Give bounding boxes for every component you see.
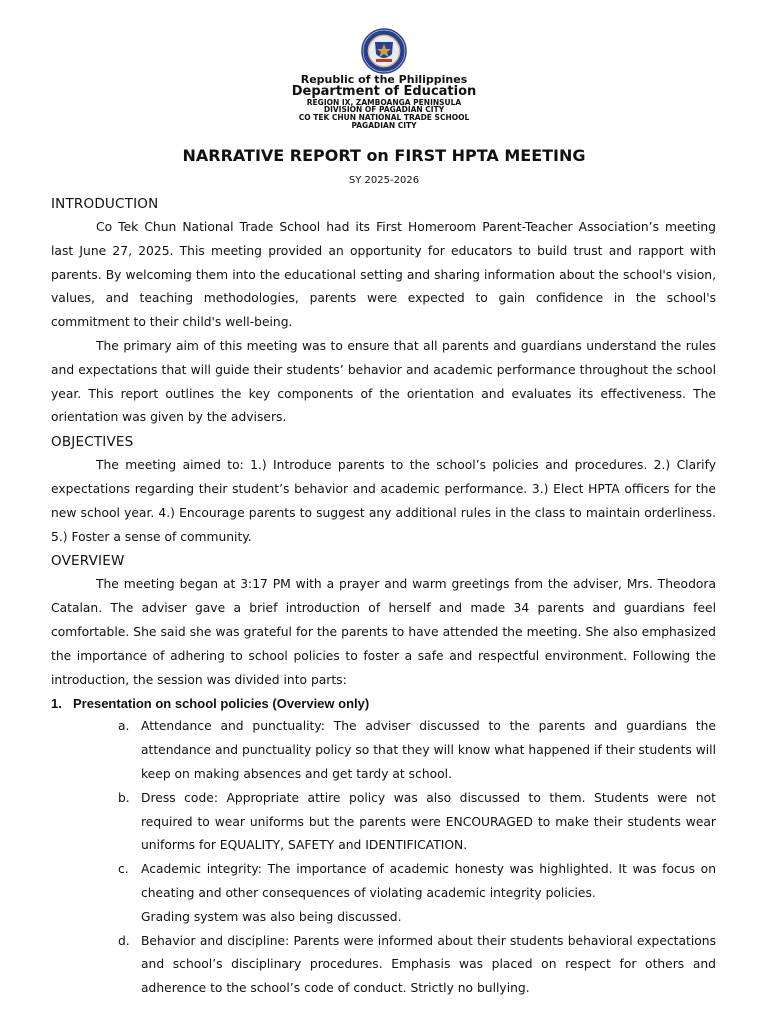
list-item-text: Behavior and discipline: Parents were informed about their students behavioral expectations and school’s disciplinary procedures. Emphasis was placed on respect for others and adherence to the school’s code of conduct. Strictly no bullying. bbox=[141, 933, 716, 996]
list-marker: a. bbox=[118, 719, 130, 734]
list-item bbox=[51, 787, 716, 858]
objectives-paragraph: The meeting aimed to: 1.) Introduce parents to the school’s policies and procedures. 2.) Clarify expectations regarding their student’s behavior and academic performance. 3.) Elect HPTA officers for the new school year. 4.) Encourage parents to suggest any additional rules in the class to maintain orderliness. 5.) Foster a sense of community. bbox=[51, 458, 716, 544]
part-title: Presentation on school policies (Overview only) bbox=[73, 696, 370, 712]
list-marker: b. bbox=[118, 790, 130, 805]
report-body bbox=[51, 192, 716, 1001]
objectives-heading: OBJECTIVES bbox=[51, 434, 134, 451]
list-item-text: Attendance and punctuality: The adviser discussed to the parents and guardians the attendance and punctuality policy so that they will know what happened if their students will keep on making absences and get tardy at school. bbox=[141, 719, 716, 781]
introduction-heading: INTRODUCTION bbox=[51, 196, 159, 212]
school-year: SY 2025-2026 bbox=[348, 175, 420, 186]
department-line: Department of Education bbox=[291, 84, 477, 99]
school-line: CO TEK CHUN NATIONAL TRADE SCHOOL bbox=[298, 113, 470, 122]
list-item bbox=[51, 930, 716, 1001]
introduction-paragraph-1: Co Tek Chun National Trade School had its First Homeroom Parent-Teacher Association’s meeting last June 27, 2025. This meeting provided an opportunity for educators to build trust and rapport with parents. By welcoming them into the educational setting and sharing information about the school's vision, values, and teaching methodologies, parents were expected to gain confidence in the school's commitment to their child's well-being. bbox=[51, 220, 716, 330]
deped-seal-logo bbox=[361, 28, 407, 74]
list-item-note: Grading system was also being discussed. bbox=[141, 909, 402, 924]
list-marker: c. bbox=[118, 862, 129, 877]
part-number: 1. bbox=[51, 696, 62, 712]
region-line: REGION IX, ZAMBOANGA PENINSULA bbox=[306, 98, 462, 107]
division-line: DIVISION OF PAGADIAN CITY bbox=[323, 105, 445, 114]
overview-paragraph: The meeting began at 3:17 PM with a prayer and warm greetings from the adviser, Mrs. Theodora Catalan. The adviser gave a brief introduction of herself and made 34 parents and guardians feel comfortable. She said she was grateful for the parents to have attended the meeting. She also emphasized the importance of adhering to school policies to foster a safe and respectful environment. Following the introduction, the session was divided into parts: bbox=[51, 577, 716, 687]
list-item bbox=[51, 858, 716, 906]
list-marker: d. bbox=[118, 933, 130, 948]
introduction-paragraph-2: The primary aim of this meeting was to ensure that all parents and guardians understand the rules and expectations that will guide their students’ behavior and academic performance throughout the school year. This report outlines the key components of the orientation and evaluates its effectiveness. The orientation was given by the advisers. bbox=[51, 338, 716, 425]
part-heading bbox=[51, 692, 716, 715]
city-line: PAGADIAN CITY bbox=[351, 121, 417, 130]
report-title: NARRATIVE REPORT on FIRST HPTA MEETING bbox=[182, 146, 586, 165]
list-item-text: Dress code: Appropriate attire policy was also discussed to them. Students were not required to wear uniforms but the parents were ENCOURAGED to make their students wear uniforms for EQUALITY, SAFETY and IDENTIFICATION. bbox=[141, 790, 716, 853]
list-item bbox=[51, 715, 716, 786]
republic-line: Republic of the Philippines bbox=[300, 73, 468, 86]
overview-heading: OVERVIEW bbox=[51, 553, 125, 570]
list-item-text: Academic integrity: The importance of academic honesty was highlighted. It was focus on cheating and other consequences of violating academic integrity policies. bbox=[141, 862, 716, 900]
